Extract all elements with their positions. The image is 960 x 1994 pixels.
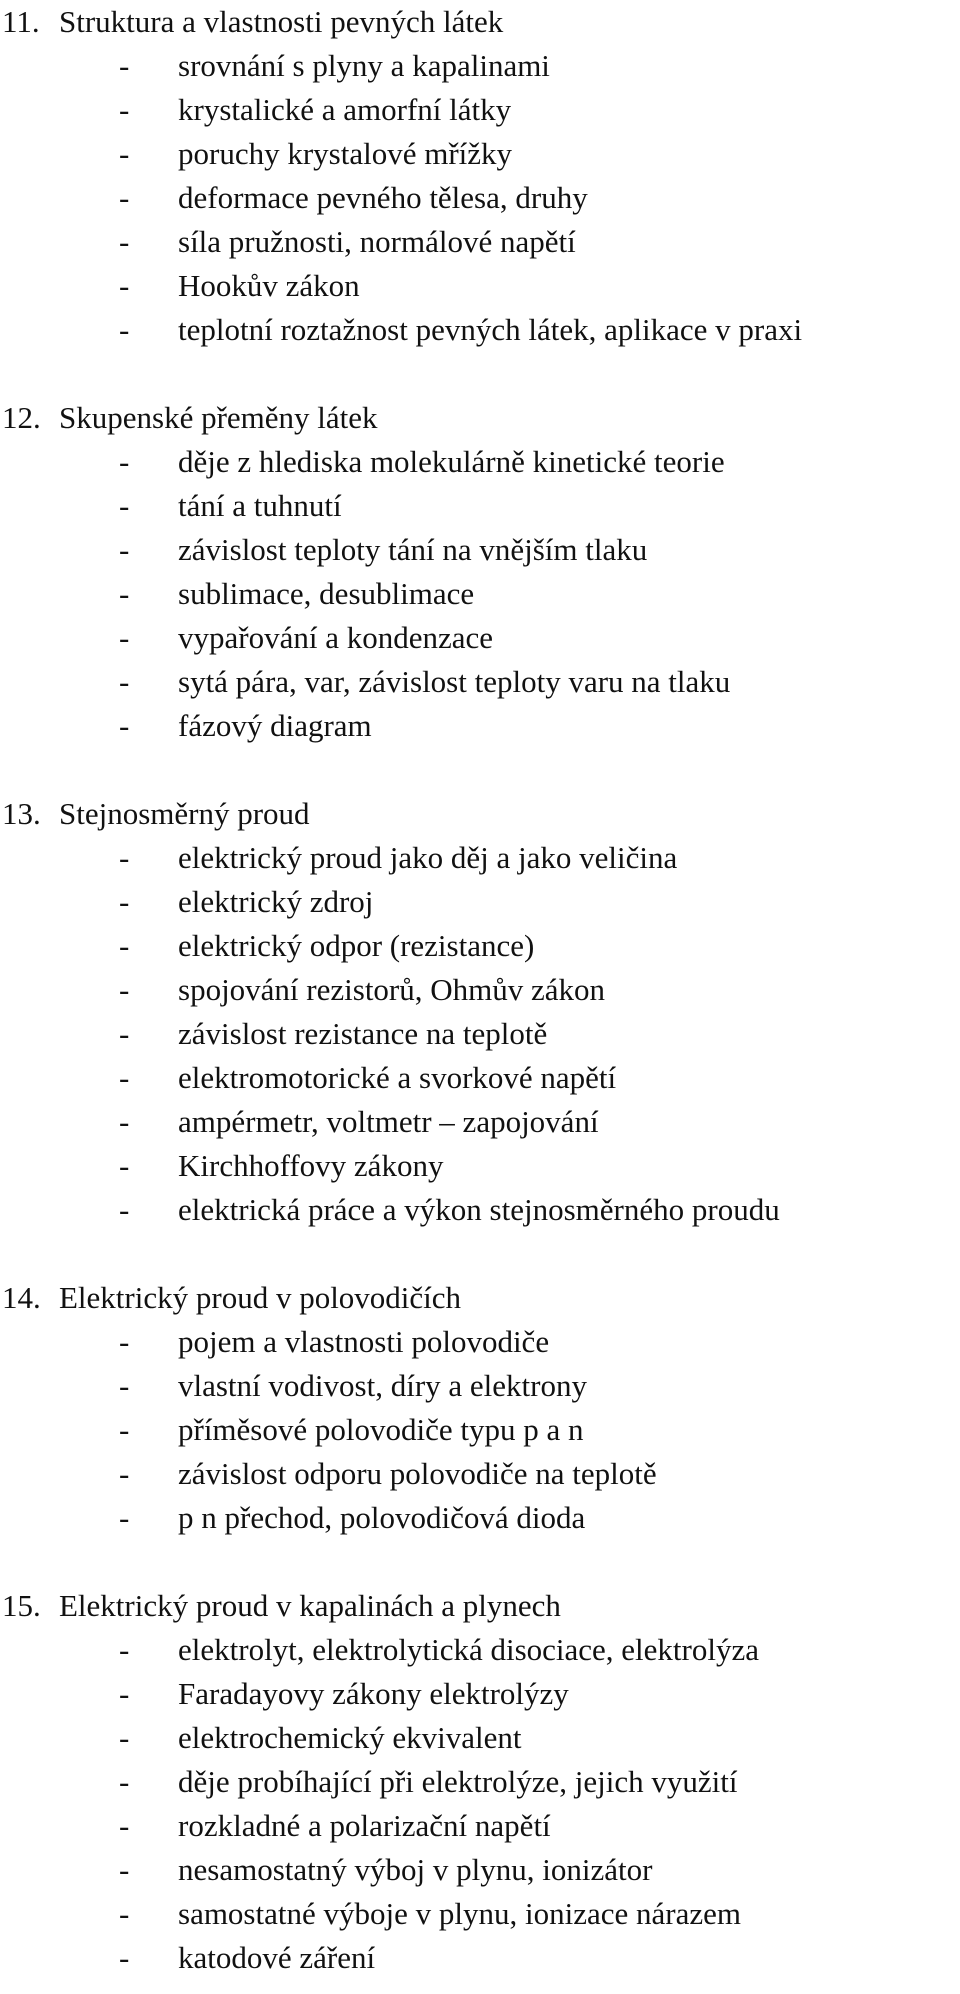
list-item [0,1848,960,1892]
list-item-text: elektrický zdroj [178,884,374,919]
list-bullet: - [119,884,130,919]
section-13 [0,792,960,1232]
section-15 [0,1584,960,1980]
list-item [0,1144,960,1188]
list-item-text: děje probíhající při elektrolýze, jejich využití [178,1764,738,1799]
list-item-text: teplotní roztažnost pevných látek, aplikace v praxi [178,312,803,347]
list-item-text: elektrický odpor (rezistance) [178,928,535,963]
list-bullet: - [119,1632,130,1667]
list-item-text: vlastní vodivost, díry a elektrony [178,1368,587,1403]
list-bullet: - [119,532,130,567]
list-item [0,1364,960,1408]
list-bullet: - [119,1104,130,1139]
list-bullet: - [119,1896,130,1931]
list-item [0,1188,960,1232]
list-bullet: - [119,48,130,83]
list-item [0,220,960,264]
section-11 [0,0,960,352]
list-item-text: pojem a vlastnosti polovodiče [178,1324,550,1359]
list-bullet: - [119,444,130,479]
list-item-text: Hookův zákon [178,268,360,303]
list-item-text: příměsové polovodiče typu p a n [178,1412,584,1447]
list-bullet: - [119,840,130,875]
list-item-text: síla pružnosti, normálové napětí [178,224,576,259]
list-item [0,1056,960,1100]
list-item-text: elektromotorické a svorkové napětí [178,1060,617,1095]
section-number: 15. [2,1588,41,1623]
list-item-text: tání a tuhnutí [178,488,342,523]
list-item-text: děje z hlediska molekulárně kinetické teorie [178,444,725,479]
list-item-text: elektrický proud jako děj a jako veličina [178,840,678,875]
section-title: Elektrický proud v polovodičích [59,1280,462,1315]
section-title: Skupenské přeměny látek [59,400,378,435]
section-heading [0,1276,960,1320]
list-item [0,836,960,880]
list-bullet: - [119,1720,130,1755]
list-item [0,1628,960,1672]
list-item-text: krystalické a amorfní látky [178,92,512,127]
list-bullet: - [119,1676,130,1711]
list-item [0,1452,960,1496]
list-item-text: rozkladné a polarizační napětí [178,1808,551,1843]
section-title: Stejnosměrný proud [59,796,310,831]
list-item [0,44,960,88]
list-bullet: - [119,1808,130,1843]
list-item-text: p n přechod, polovodičová dioda [178,1500,586,1535]
list-item [0,1408,960,1452]
section-number: 14. [2,1280,41,1315]
section-heading [0,396,960,440]
list-item-text: sytá pára, var, závislost teploty varu na tlaku [178,664,731,699]
list-bullet: - [119,1940,130,1975]
section-number: 12. [2,400,41,435]
list-bullet: - [119,1764,130,1799]
list-item-text: deformace pevného tělesa, druhy [178,180,588,215]
list-item [0,440,960,484]
list-item [0,264,960,308]
section-12 [0,396,960,748]
list-item-text: samostatné výboje v plynu, ionizace nárazem [178,1896,741,1931]
list-bullet: - [119,928,130,963]
list-item-text: elektrická práce a výkon stejnosměrného proudu [178,1192,780,1227]
list-bullet: - [119,576,130,611]
section-14 [0,1276,960,1540]
list-bullet: - [119,1148,130,1183]
list-item [0,880,960,924]
list-item [0,528,960,572]
list-bullet: - [119,1852,130,1887]
list-bullet: - [119,92,130,127]
list-item [0,484,960,528]
list-bullet: - [119,972,130,1007]
list-item-text: katodové záření [178,1940,376,1975]
list-item [0,660,960,704]
list-bullet: - [119,136,130,171]
section-heading [0,1584,960,1628]
section-heading [0,792,960,836]
section-spacer [0,1232,960,1276]
list-bullet: - [119,1368,130,1403]
list-bullet: - [119,1456,130,1491]
list-bullet: - [119,708,130,743]
list-item-text: srovnání s plyny a kapalinami [178,48,550,83]
list-item [0,1100,960,1144]
list-bullet: - [119,1016,130,1051]
list-bullet: - [119,180,130,215]
section-heading [0,0,960,44]
list-item [0,616,960,660]
section-title: Struktura a vlastnosti pevných látek [59,4,504,39]
list-item [0,308,960,352]
list-item [0,132,960,176]
list-item [0,1716,960,1760]
section-number: 11. [2,4,40,39]
list-bullet: - [119,312,130,347]
list-item [0,1672,960,1716]
section-spacer [0,1540,960,1584]
list-item [0,1804,960,1848]
list-item [0,704,960,748]
list-bullet: - [119,1412,130,1447]
list-item [0,1892,960,1936]
list-item-text: závislost teploty tání na vnějším tlaku [178,532,648,567]
section-spacer [0,352,960,396]
section-number: 13. [2,796,41,831]
list-item [0,176,960,220]
list-item-text: fázový diagram [178,708,372,743]
list-item [0,1012,960,1056]
list-item [0,1760,960,1804]
list-item-text: elektrolyt, elektrolytická disociace, elektrolýza [178,1632,759,1667]
list-bullet: - [119,620,130,655]
list-bullet: - [119,268,130,303]
section-spacer [0,748,960,792]
list-item-text: spojování rezistorů, Ohmův zákon [178,972,606,1007]
list-item-text: vypařování a kondenzace [178,620,494,655]
list-item-text: závislost odporu polovodiče na teplotě [178,1456,657,1491]
section-title: Elektrický proud v kapalinách a plynech [59,1588,561,1623]
list-bullet: - [119,664,130,699]
list-item [0,1320,960,1364]
list-bullet: - [119,1192,130,1227]
list-item-text: Faradayovy zákony elektrolýzy [178,1676,569,1711]
list-bullet: - [119,1500,130,1535]
list-item-text: nesamostatný výboj v plynu, ionizátor [178,1852,653,1887]
list-item-text: elektrochemický ekvivalent [178,1720,522,1755]
list-item [0,1936,960,1980]
list-item-text: sublimace, desublimace [178,576,475,611]
list-item [0,88,960,132]
list-bullet: - [119,1324,130,1359]
list-item-text: ampérmetr, voltmetr – zapojování [178,1104,599,1139]
list-item [0,924,960,968]
list-item [0,1496,960,1540]
list-item [0,572,960,616]
list-bullet: - [119,224,130,259]
list-item-text: Kirchhoffovy zákony [178,1148,444,1183]
list-item-text: poruchy krystalové mřížky [178,136,513,171]
list-item [0,968,960,1012]
list-bullet: - [119,488,130,523]
list-item-text: závislost rezistance na teplotě [178,1016,548,1051]
list-bullet: - [119,1060,130,1095]
